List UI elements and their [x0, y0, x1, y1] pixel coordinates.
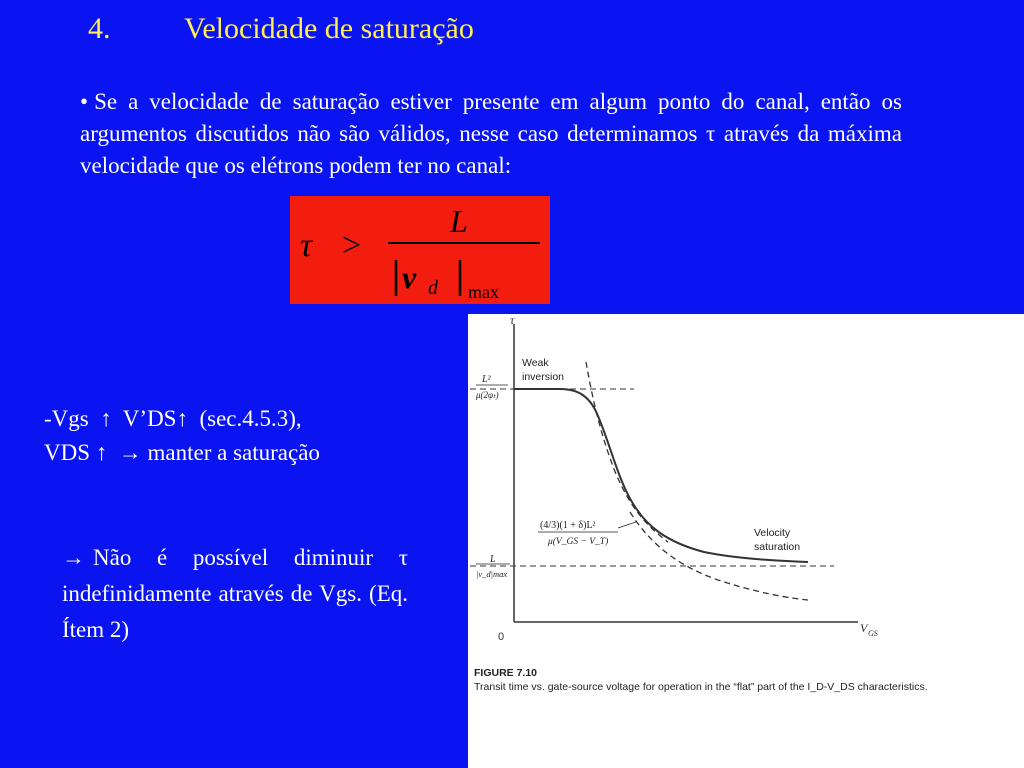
- formula-sub-max: max: [468, 282, 499, 302]
- figure-caption-text: Transit time vs. gate-source voltage for operation in the “flat” part of the I_D-V_DS characteristics.: [474, 681, 928, 693]
- section-number: 4.: [88, 12, 111, 45]
- weak-inversion-label-2: inversion: [522, 371, 565, 383]
- paragraph-text: Se a velocidade de saturação estiver presente em algum ponto do canal, então os argumentos discutidos não são válidos, nesse caso determinamos τ através da máxima velocidade que os elétrons podem ter no canal:: [80, 89, 902, 178]
- note-not-possible: [62, 540, 408, 648]
- x-axis-subscript: GS: [868, 629, 878, 638]
- formula-relation: >: [342, 227, 362, 264]
- weak-inversion-asymptote: [586, 362, 668, 542]
- mid-curve-numerator: (4/3)(1 + δ)L²: [540, 520, 596, 531]
- square-law-asymptote: [630, 512, 808, 600]
- formula-numerator: L: [450, 203, 468, 239]
- velocity-saturation-label-1: Velocity: [754, 527, 791, 539]
- formula-box: [290, 196, 550, 304]
- bullet-paragraph: [80, 86, 902, 182]
- formula-lhs: τ: [300, 227, 313, 264]
- note-vgs-vds: [44, 402, 444, 470]
- formula-svg: [290, 196, 550, 304]
- right-arrow-icon: →: [62, 545, 85, 570]
- note-line-1: -Vgs ↑ V’DS↑ (sec.4.5.3),: [44, 406, 302, 431]
- figure-caption-label: FIGURE 7.10: [474, 667, 538, 679]
- bottom-level-numerator: L: [490, 554, 496, 565]
- y-axis-label: τ: [510, 314, 515, 327]
- bottom-level-denominator: |v_d|max: [476, 569, 508, 579]
- top-level-denominator: μ(2φₜ): [476, 390, 499, 400]
- top-level-numerator: L²: [482, 374, 491, 385]
- velocity-saturation-label-2: saturation: [754, 541, 801, 553]
- x-axis-label: V: [860, 621, 868, 635]
- figure-caption: [474, 666, 1022, 694]
- mid-curve-leader: [618, 522, 636, 528]
- transit-time-plot: [468, 314, 1024, 664]
- formula-subscript: d: [428, 277, 438, 299]
- slide-title: [88, 12, 474, 46]
- origin-label: 0: [498, 631, 505, 643]
- note-text: Não é possível diminuir τ indefinidamente através de Vgs. (Eq. Ítem 2): [62, 545, 408, 642]
- section-title: Velocidade de saturação: [184, 12, 474, 45]
- weak-inversion-label-1: Weak: [522, 357, 549, 369]
- figure-panel: [468, 314, 1024, 768]
- note-line-2: VDS ↑ → manter a saturação: [44, 440, 320, 465]
- bullet-icon: •: [80, 89, 89, 114]
- mid-curve-denominator: μ(V_GS − V_T): [548, 537, 609, 547]
- formula-variable: v: [402, 259, 417, 295]
